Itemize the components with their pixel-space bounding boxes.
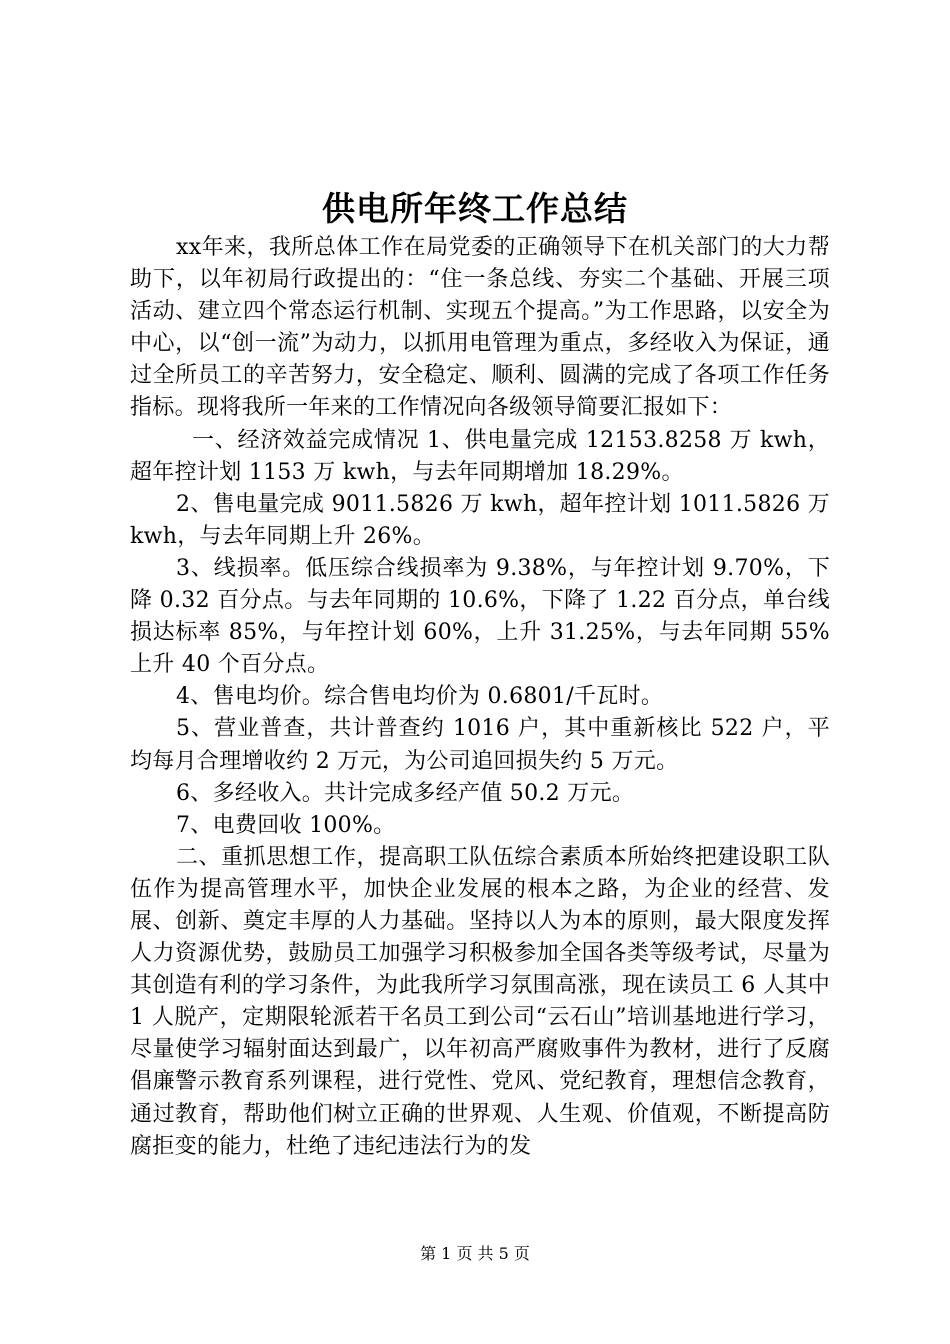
paragraph-line-loss: 3、线损率。低压综合线损率为 9.38%，与年控计划 9.70%，下降 0.32 百分点。与去年同期的 10.6%，下降了 1.22 百分点，单台线损达标率 85%，与年控计划 60%，上升 31.25%，与去年同期 55%上升 40 个百分点。 [130, 555, 830, 678]
paragraph-sales-volume: 2、售电量完成 9011.5826 万 kwh，超年控计划 1011.5826 万 kwh，与去年同期上升 26%。 [130, 491, 830, 549]
paragraph-diversified-income: 6、多经收入。共计完成多经产值 50.2 万元。 [176, 780, 635, 806]
paragraph-business-survey: 5、营业普查，共计普查约 1016 户，其中重新核比 522 户，平均每月合理增收约 2 万元，为公司追回损失约 5 万元。 [130, 716, 830, 774]
paragraph-intro: xx年来，我所总体工作在局党委的正确领导下在机关部门的大力帮助下，以年初局行政提出的：“住一条总线、夯实二个基础、开展三项活动、建立四个常态运行机制、实现五个提高。”为工作思路，以安全为中心，以“创一流”为动力，以抓用电管理为重点，多经收入为保证，通过全所员工的辛苦努力，安全稳定、顺利、圆满的完成了各项工作任务指标。现将我所一年来的工作情况向各级领导简要汇报如下： [130, 235, 830, 421]
document-title: 供电所年终工作总结 [322, 189, 628, 228]
paragraph-fee-recovery: 7、电费回收 100%。 [176, 812, 396, 838]
paragraph-ideological-work: 二、重抓思想工作，提高职工队伍综合素质本所始终把建设职工队伍作为提高管理水平，加快企业发展的根本之路，为企业的经营、发展、创新、奠定丰厚的人力基础。坚持以人为本的原则，最大限度发挥人力资源优势，鼓励员工加强学习积极参加全国各类等级考试，尽量为其创造有利的学习条件，为此我所学习氛围高涨，现在读员工 6 人其中 1 人脱产，定期限轮派若干名员工到公司“云石山”培训基地进行学习，尽量使学习辐射面达到最广，以年初高严腐败事件为教材，进行了反腐倡廉警示教育系列课程，进行党性、党风、党纪教育，理想信念教育，通过教育，帮助他们树立正确的世界观、人生观、价值观，不断提高防腐拒变的能力，杜绝了违纪违法行为的发 [130, 844, 830, 1159]
document-body [130, 232, 830, 1163]
paragraph-average-price: 4、售电均价。综合售电均价为 0.6801/千瓦时。 [176, 684, 664, 710]
paragraph-economic-benefit: 一、经济效益完成情况 1、供电量完成 12153.8258 万 kwh，超年控计划 1153 万 kwh，与去年同期增加 18.29%。 [130, 427, 830, 485]
page-footer: 第 1 页 共 5 页 [420, 1244, 530, 1263]
